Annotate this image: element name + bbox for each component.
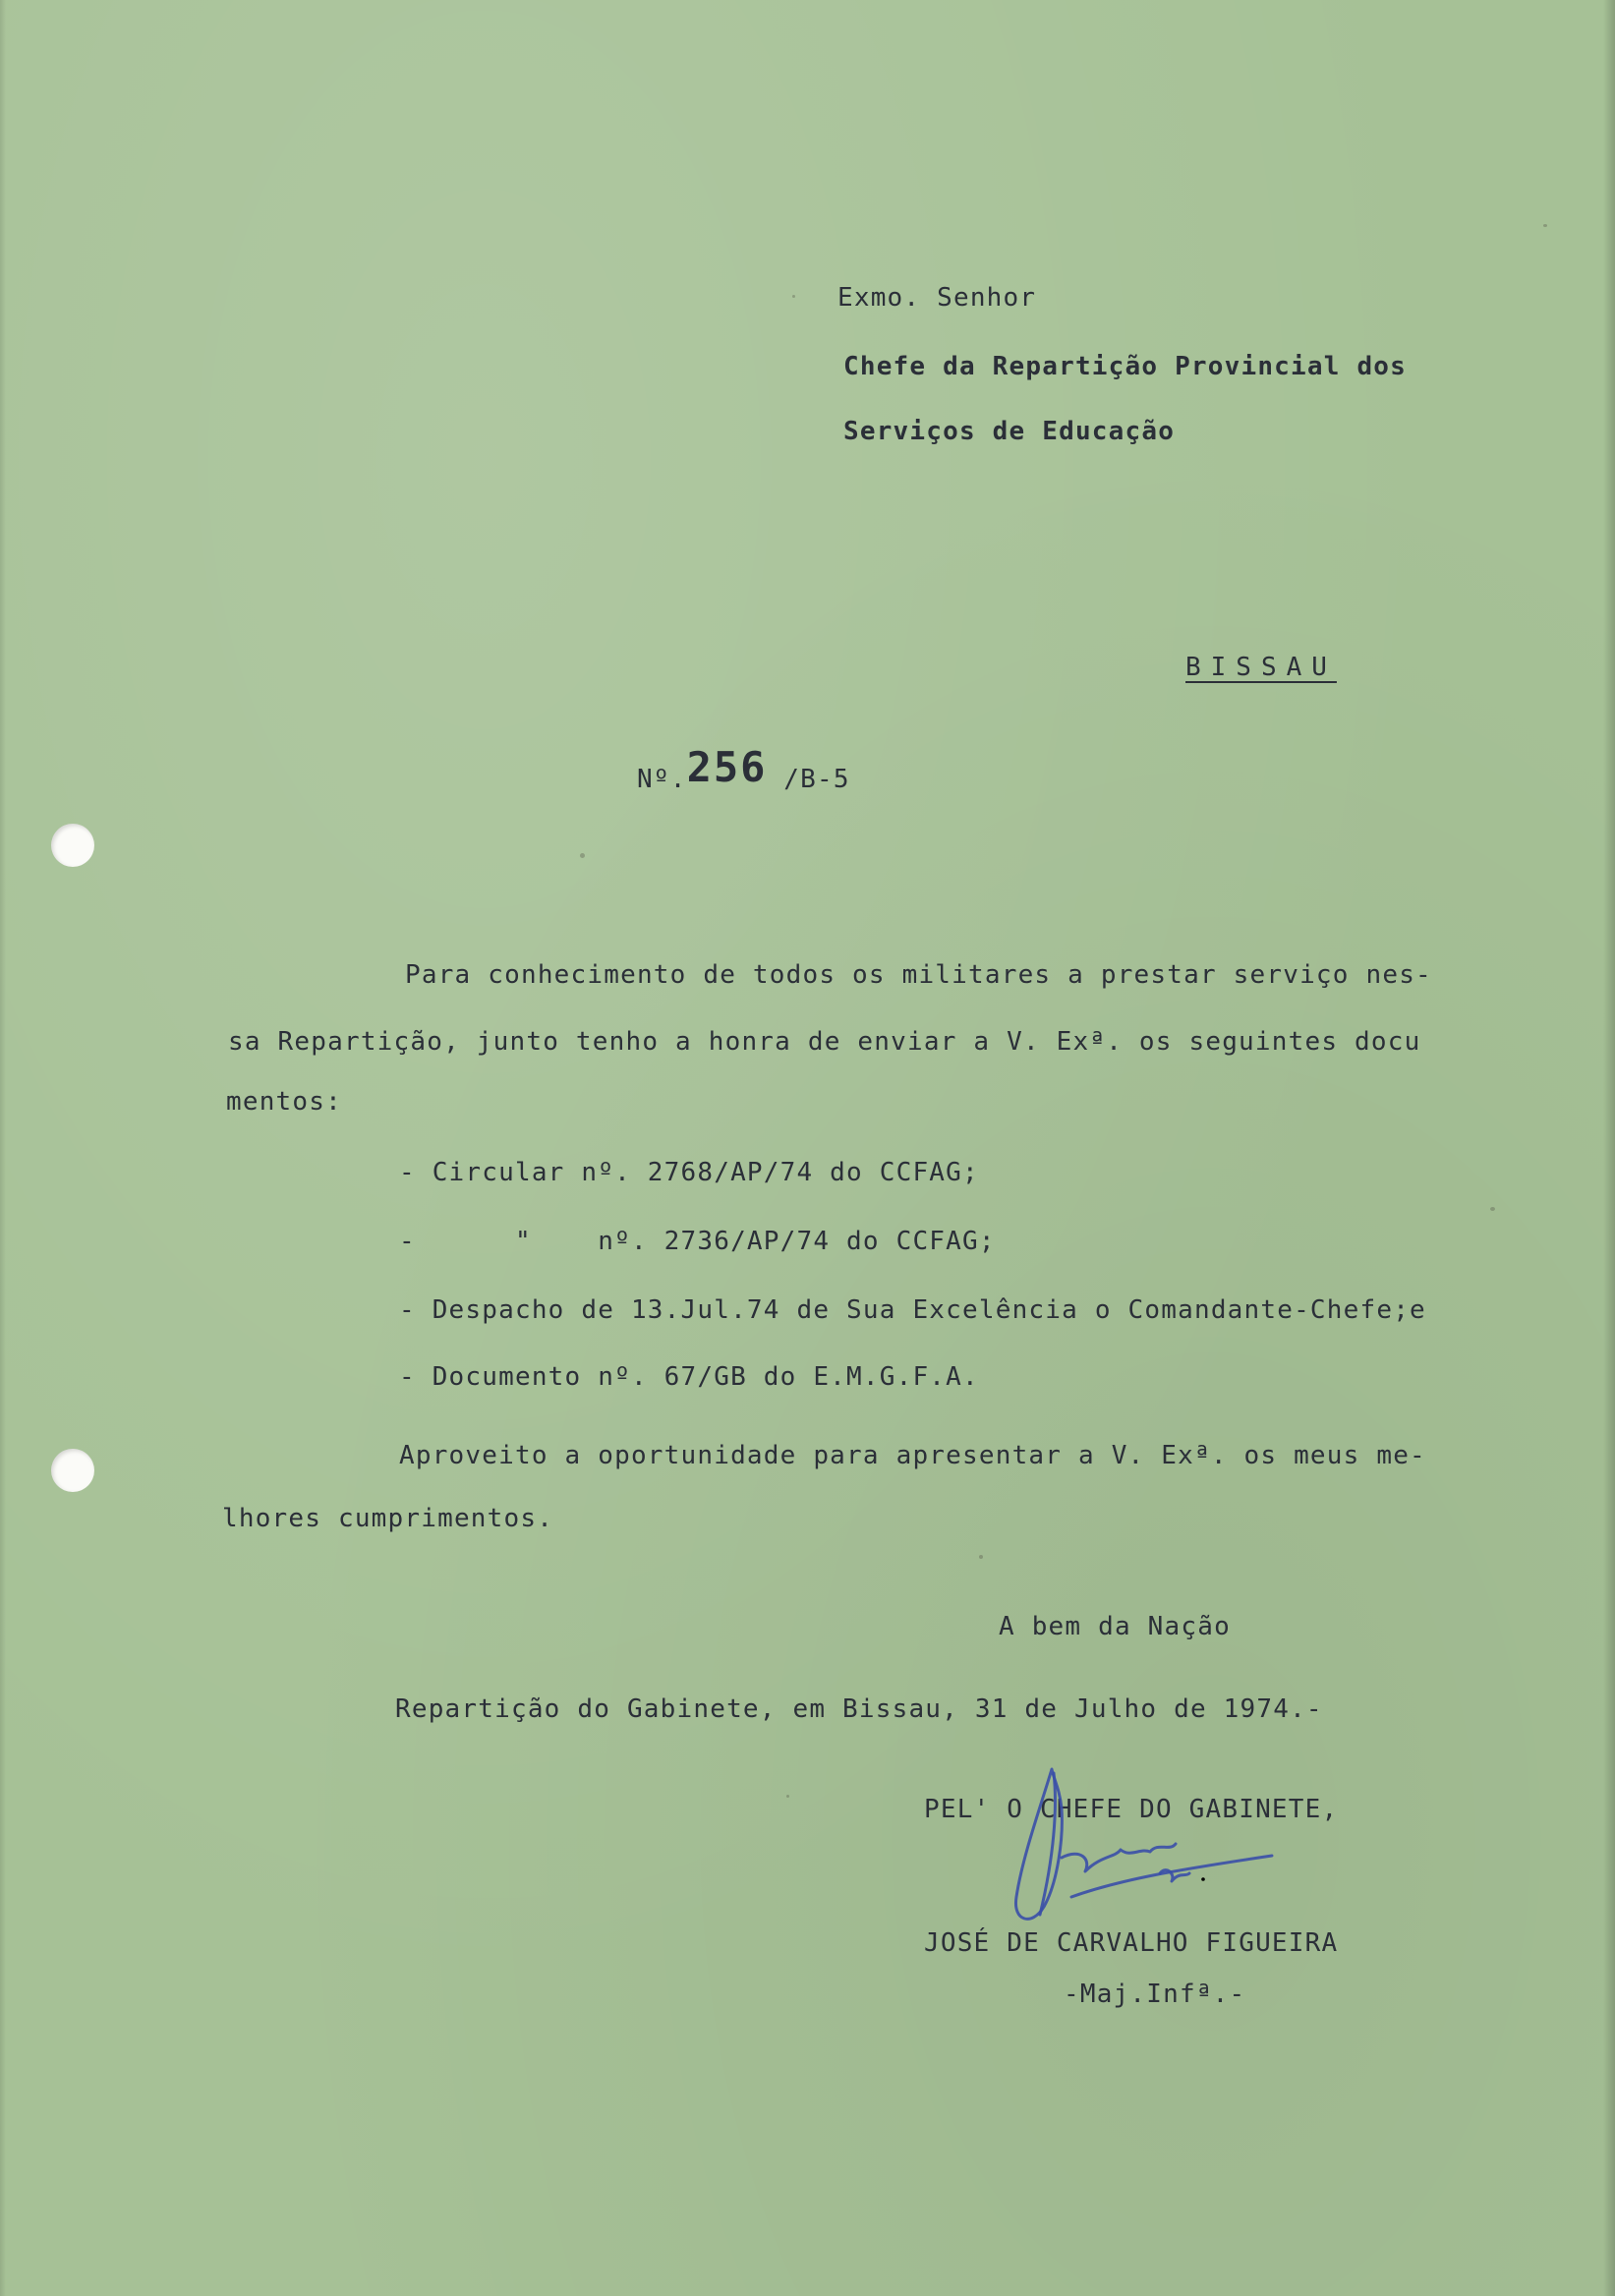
enclosure-item: - Circular nº. 2768/AP/74 do CCFAG; xyxy=(399,1158,979,1187)
paper-speck xyxy=(786,1795,789,1798)
destination-city: BISSAU xyxy=(1185,653,1337,682)
body-paragraph-line: Para conhecimento de todos os militares a prestar serviço nes- xyxy=(405,960,1432,990)
place-and-date: Repartição do Gabinete, em Bissau, 31 de Julho de 1974.- xyxy=(395,1694,1323,1724)
reference-prefix: Nº. xyxy=(637,765,687,794)
paper-speck xyxy=(979,1555,983,1559)
paper-speck xyxy=(580,853,585,858)
body-paragraph-line: lhores cumprimentos. xyxy=(222,1504,554,1533)
paper-speck xyxy=(1490,1207,1495,1211)
paper-speck xyxy=(792,295,795,298)
body-paragraph-line: Aproveito a oportunidade para apresentar a V. Exª. os meus me- xyxy=(399,1441,1426,1470)
enclosure-item: - Despacho de 13.Jul.74 de Sua Excelência o Comandante-Chefe;e xyxy=(399,1295,1426,1325)
paper-left-edge xyxy=(0,0,6,2296)
enclosure-item: - " nº. 2736/AP/74 do CCFAG; xyxy=(399,1227,996,1256)
addressee-salutation: Exmo. Senhor xyxy=(837,283,1037,313)
reference-number xyxy=(637,743,850,816)
paper-right-edge xyxy=(1603,0,1615,2296)
reference-suffix: /B-5 xyxy=(783,765,850,794)
signatory-name: JOSÉ DE CARVALHO FIGUEIRA xyxy=(924,1928,1339,1958)
addressee-line-1: Chefe da Repartição Provincial dos xyxy=(843,352,1408,381)
signatory-rank: -Maj.Infª.- xyxy=(1064,1980,1246,2009)
paper-speck xyxy=(1543,224,1547,227)
body-paragraph-line: sa Repartição, junto tenho a honra de enviar a V. Exª. os seguintes docu xyxy=(228,1027,1421,1057)
punch-hole xyxy=(51,824,94,867)
punch-hole xyxy=(51,1449,94,1492)
reference-number-value: 256 xyxy=(686,743,768,791)
body-paragraph-line: mentos: xyxy=(226,1087,342,1117)
closing-formula: A bem da Nação xyxy=(999,1612,1231,1641)
addressee-line-2: Serviços de Educação xyxy=(843,417,1176,446)
signatory-role: PEL' O CHEFE DO GABINETE, xyxy=(924,1795,1339,1824)
enclosure-item: - Documento nº. 67/GB do E.M.G.F.A. xyxy=(399,1362,979,1392)
